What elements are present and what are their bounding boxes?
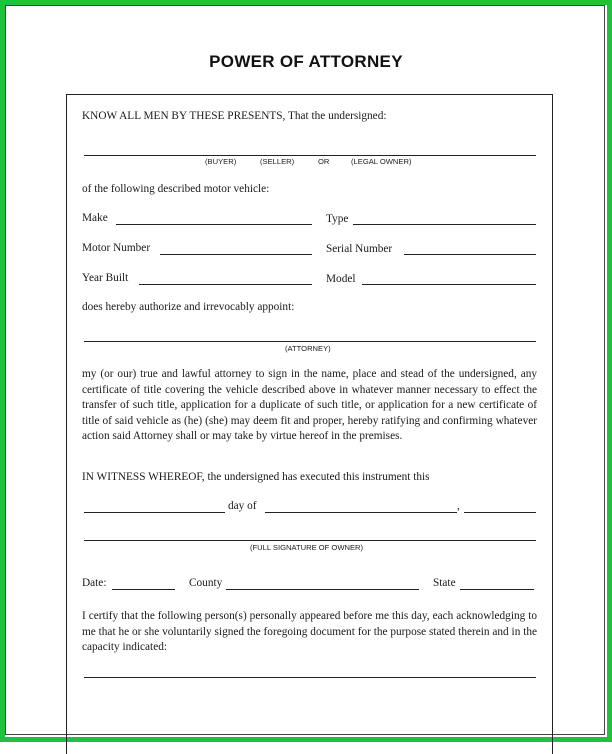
comma: ,	[457, 500, 460, 512]
document-title: POWER OF ATTORNEY	[209, 52, 403, 71]
model-label: Model	[326, 273, 356, 285]
date-field[interactable]	[112, 589, 175, 590]
day-of-label: day of	[228, 500, 257, 512]
seller-caption: (SELLER)	[260, 157, 295, 166]
county-label: County	[189, 577, 223, 589]
appoint-text: does hereby authorize and irrevocably appoint:	[82, 301, 295, 313]
year-built-label: Year Built	[82, 272, 129, 284]
person-name-line[interactable]	[84, 677, 536, 678]
model-field[interactable]	[362, 284, 536, 285]
motor-number-label: Motor Number	[82, 242, 151, 254]
owner-name-line[interactable]	[84, 155, 536, 156]
signature-caption: (FULL SIGNATURE OF OWNER)	[250, 543, 364, 552]
certify-paragraph: I certify that the following person(s) personally appeared before me this day, each acknowledging to me that he or she voluntarily signed the foregoing document for the purpose stated therein and in the capacity indicated:	[82, 610, 537, 654]
attorney-name-line[interactable]	[84, 341, 536, 342]
vehicle-intro: of the following described motor vehicle:	[82, 183, 270, 195]
type-field[interactable]	[353, 224, 536, 225]
or-caption: OR	[318, 157, 330, 166]
county-field[interactable]	[226, 589, 419, 590]
serial-number-field[interactable]	[404, 254, 536, 255]
day-field[interactable]	[84, 512, 225, 513]
serial-number-label: Serial Number	[326, 243, 393, 255]
state-label: State	[433, 577, 456, 589]
attorney-caption: (ATTORNEY)	[285, 344, 331, 353]
make-label: Make	[82, 212, 108, 224]
motor-number-field[interactable]	[160, 254, 312, 255]
intro-text: KNOW ALL MEN BY THESE PRESENTS, That the undersigned:	[82, 110, 387, 122]
year-field[interactable]	[464, 512, 536, 513]
witness-text: IN WITNESS WHEREOF, the undersigned has executed this instrument this	[82, 471, 430, 483]
legal-owner-caption: (LEGAL OWNER)	[351, 157, 412, 166]
type-label: Type	[326, 213, 349, 225]
owner-signature-line[interactable]	[84, 540, 536, 541]
state-field[interactable]	[460, 589, 534, 590]
date-label: Date:	[82, 577, 107, 589]
make-field[interactable]	[116, 224, 312, 225]
buyer-caption: (BUYER)	[205, 157, 237, 166]
authority-paragraph: my (or our) true and lawful attorney to sign in the name, place and stead of the undersigned, any certificate of title covering the vehicle described above in whatever manner necessary to effect the transfer of such title, application for a duplicate of such title, or application for a new certificate of title of said vehicle as (he) (she) may deem fit and proper, hereby ratifying and confirming whatever action said Attorney shall or may take by virtue hereof in the premises.	[82, 368, 537, 443]
year-built-field[interactable]	[139, 284, 312, 285]
month-field[interactable]	[265, 512, 457, 513]
